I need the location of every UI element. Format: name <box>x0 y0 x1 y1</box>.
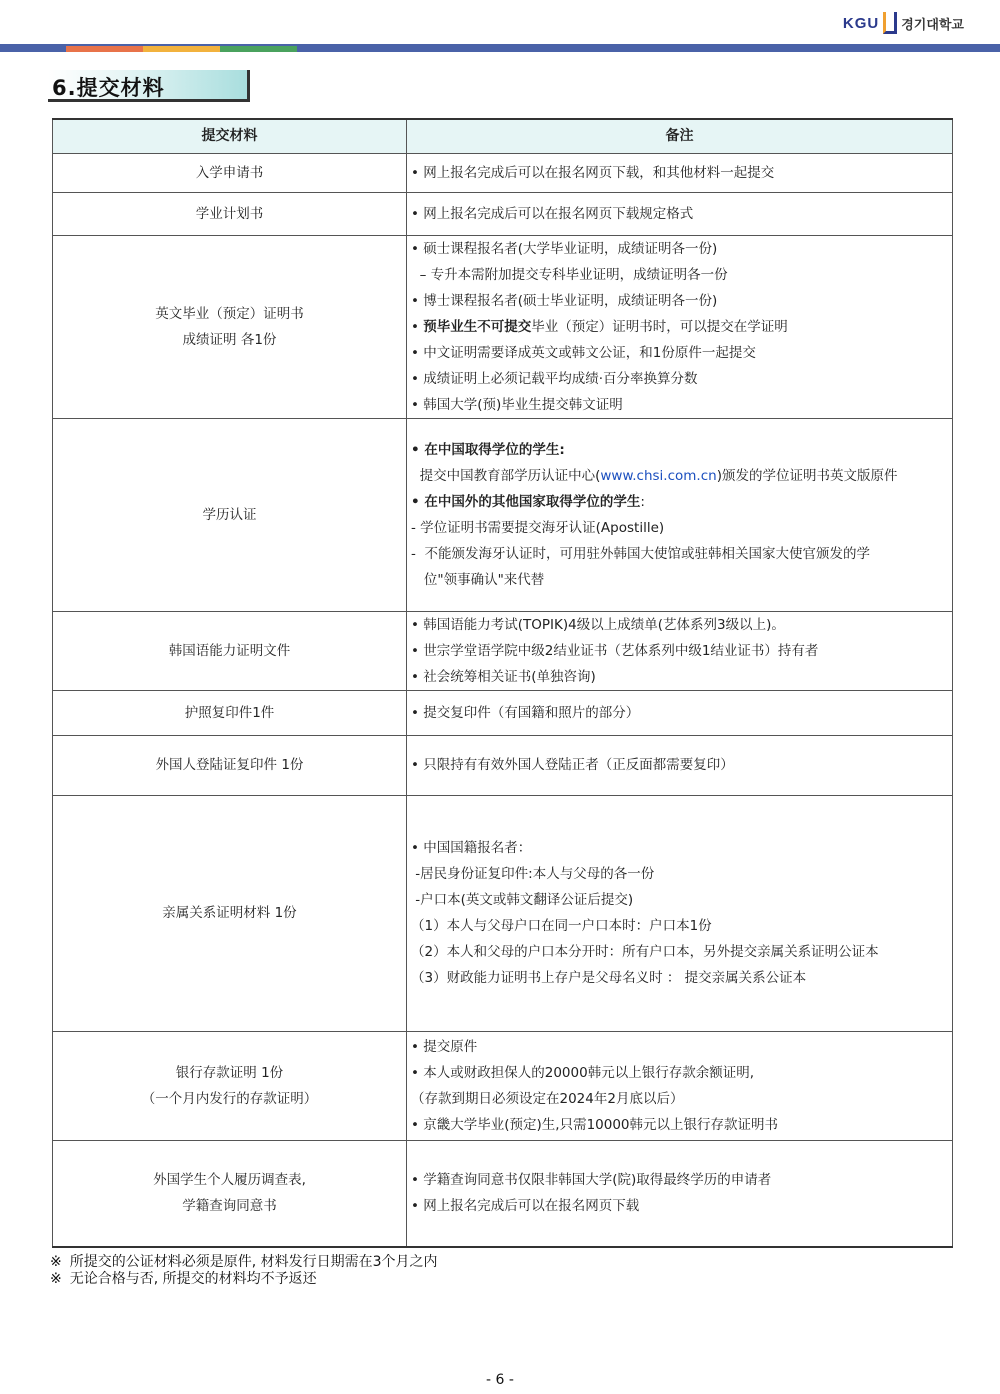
table-header-row <box>53 119 953 153</box>
note-line: • 成绩证明上必须记载平均成绩·百分率换算分数 <box>411 370 698 387</box>
footnote-text: 所提交的公证材料必须是原件, 材料发行日期需在3个月之内 <box>69 1254 438 1270</box>
note-line: • 网上报名完成后可以在报名网页下载规定格式 <box>411 205 694 222</box>
note-line: （3）财政能力证明书上存户是父母名义时 ： 提交亲属关系公证本 <box>411 970 807 986</box>
item-label: 学历认证 <box>202 506 257 523</box>
notes-cell <box>407 1031 953 1140</box>
footnotes <box>50 1254 438 1288</box>
note-line: • 社会统筹相关证书(单独咨询) <box>411 668 596 685</box>
section-title: 6.提交材料 <box>48 70 250 102</box>
note-text: )颁发的学位证明书英文版原件 <box>716 467 898 484</box>
footnote-text: 无论合格与否, 所提交的材料均不予返还 <box>69 1271 317 1287</box>
note-line: -居民身份证复印件:本人与父母的各一份 <box>411 866 655 882</box>
note-line <box>411 489 948 515</box>
item-label: 外国人登陆证复印件 1份 <box>155 757 304 773</box>
notes-cell <box>407 418 953 611</box>
logo-mark-icon <box>883 12 897 34</box>
header-remarks: 备注 <box>407 119 953 153</box>
item-cell <box>53 235 407 418</box>
notes-cell <box>407 795 953 1031</box>
item-cell <box>53 735 407 795</box>
reference-mark-icon: ※ <box>50 1254 62 1270</box>
note-line: • 韩国语能力考试(TOPIK)4级以上成绩单(艺体系列3级以上)。 <box>411 616 785 633</box>
note-text: 提交中国教育部学历认证中心( <box>411 467 601 484</box>
item-label: 银行存款证明 1份 <box>175 1064 284 1081</box>
note-line: • 在中国取得学位的学生: <box>411 441 565 458</box>
item-cell <box>53 153 407 192</box>
notes-cell <box>407 611 953 690</box>
item-cell <box>53 418 407 611</box>
materials-table <box>52 118 953 1248</box>
note-line: • 只限持有有效外国人登陆正者（正反面都需要复印） <box>411 757 734 773</box>
note-text: 毕业（预定）证明书时，可以提交在学证明 <box>531 318 788 335</box>
item-cell <box>53 690 407 735</box>
note-emphasis: • 在中国外的其他国家取得学位的学生 <box>411 493 641 510</box>
note-line: • 中文证明需要译成英文或韩文公证，和1份原件一起提交 <box>411 344 756 361</box>
logo-kgu-text: KGU <box>842 14 880 32</box>
note-line: • 网上报名完成后可以在报名网页下载 <box>411 1198 640 1215</box>
table-row <box>53 418 953 611</box>
note-line: • 本人或财政担保人的20000韩元以上银行存款余额证明, <box>411 1064 754 1081</box>
table-row <box>53 235 953 418</box>
header-materials: 提交材料 <box>53 119 407 153</box>
item-label: （一个月内发行的存款证明） <box>141 1090 318 1107</box>
note-line: • 提交原件 <box>411 1038 478 1055</box>
note-line: • 提交复印件（有国籍和照片的部分） <box>411 704 640 721</box>
table-row <box>53 611 953 690</box>
item-cell <box>53 192 407 235</box>
item-cell <box>53 1031 407 1140</box>
reference-mark-icon: ※ <box>50 1271 62 1287</box>
note-line: - 不能颁发海牙认证时，可用驻外韩国大使馆或驻韩相关国家大使官颁发的学 <box>411 545 870 562</box>
university-logo <box>843 8 964 38</box>
note-line: • 学籍查询同意书仅限非韩国大学(院)取得最终学历的申请者 <box>411 1172 772 1189</box>
note-line: – 专升本需附加提交专科毕业证明，成绩证明各一份 <box>411 266 728 283</box>
item-label: 韩国语能力证明文件 <box>168 642 291 659</box>
table-row <box>53 192 953 235</box>
table-row <box>53 1031 953 1140</box>
footnote <box>50 1271 438 1288</box>
item-cell <box>53 795 407 1031</box>
notes-cell <box>407 690 953 735</box>
note-text: : <box>640 493 645 510</box>
note-line: • 京畿大学毕业(预定)生,只需10000韩元以上银行存款证明书 <box>411 1116 779 1133</box>
item-label: 入学申请书 <box>195 164 264 181</box>
note-line: （2）本人和父母的户口本分开时：所有户口本，另外提交亲属关系证明公证本 <box>411 944 879 960</box>
table-row <box>53 690 953 735</box>
item-label: 学业计划书 <box>195 205 264 222</box>
header-accent-orange <box>66 46 143 52</box>
table-row <box>53 735 953 795</box>
header-accent-yellow <box>143 46 220 52</box>
note-line: -户口本(英文或韩文翻译公证后提交) <box>411 892 634 908</box>
item-label: 英文毕业（预定）证明书 <box>155 305 304 322</box>
item-cell <box>53 1140 407 1247</box>
notes-cell <box>407 235 953 418</box>
item-label: 亲属关系证明材料 1份 <box>162 905 297 921</box>
note-line: • 中国国籍报名者： <box>411 840 532 856</box>
notes-cell <box>407 735 953 795</box>
table-row <box>53 795 953 1031</box>
note-line: • 硕士课程报名者(大学毕业证明，成绩证明各一份) <box>411 240 718 257</box>
notes-cell <box>407 192 953 235</box>
notes-cell <box>407 1140 953 1247</box>
note-line: （存款到期日必须设定在2024年2月底以后） <box>411 1090 684 1107</box>
item-label: 成绩证明 各1份 <box>182 331 277 348</box>
notes-cell <box>407 153 953 192</box>
page-number: - 6 - <box>486 1372 514 1388</box>
note-line: • 预毕业生不可提交毕业（预定）证明书时，可以提交在学证明 <box>411 318 788 335</box>
footnote <box>50 1254 438 1271</box>
note-line: - 学位证明书需要提交海牙认证(Apostille) <box>411 519 665 536</box>
note-emphasis: 预毕业生不可提交 <box>423 318 532 335</box>
note-line <box>411 463 948 489</box>
note-line: • 韩国大学(预)毕业生提交韩文证明 <box>411 396 623 413</box>
item-cell <box>53 611 407 690</box>
item-label: 学籍查询同意书 <box>182 1198 277 1215</box>
chsi-link[interactable]: www.chsi.com.cn <box>600 467 717 484</box>
note-line: • 博士课程报名者(硕士毕业证明，成绩证明各一份) <box>411 292 718 309</box>
note-line: • 网上报名完成后可以在报名网页下载，和其他材料一起提交 <box>411 164 775 181</box>
item-label: 外国学生个人履历调查表, <box>153 1172 306 1189</box>
logo-university-name: 경기대학교 <box>901 17 964 33</box>
note-line: （1）本人与父母户口在同一户口本时：户口本1份 <box>411 918 712 934</box>
table-row <box>53 153 953 192</box>
table-row <box>53 1140 953 1247</box>
note-line: 位"领事确认"来代替 <box>411 571 545 588</box>
header-accent-green <box>220 46 297 52</box>
item-label: 护照复印件1件 <box>184 704 275 721</box>
note-line: • 世宗学堂语学院中级2结业证书（艺体系列中级1结业证书）持有者 <box>411 642 819 659</box>
